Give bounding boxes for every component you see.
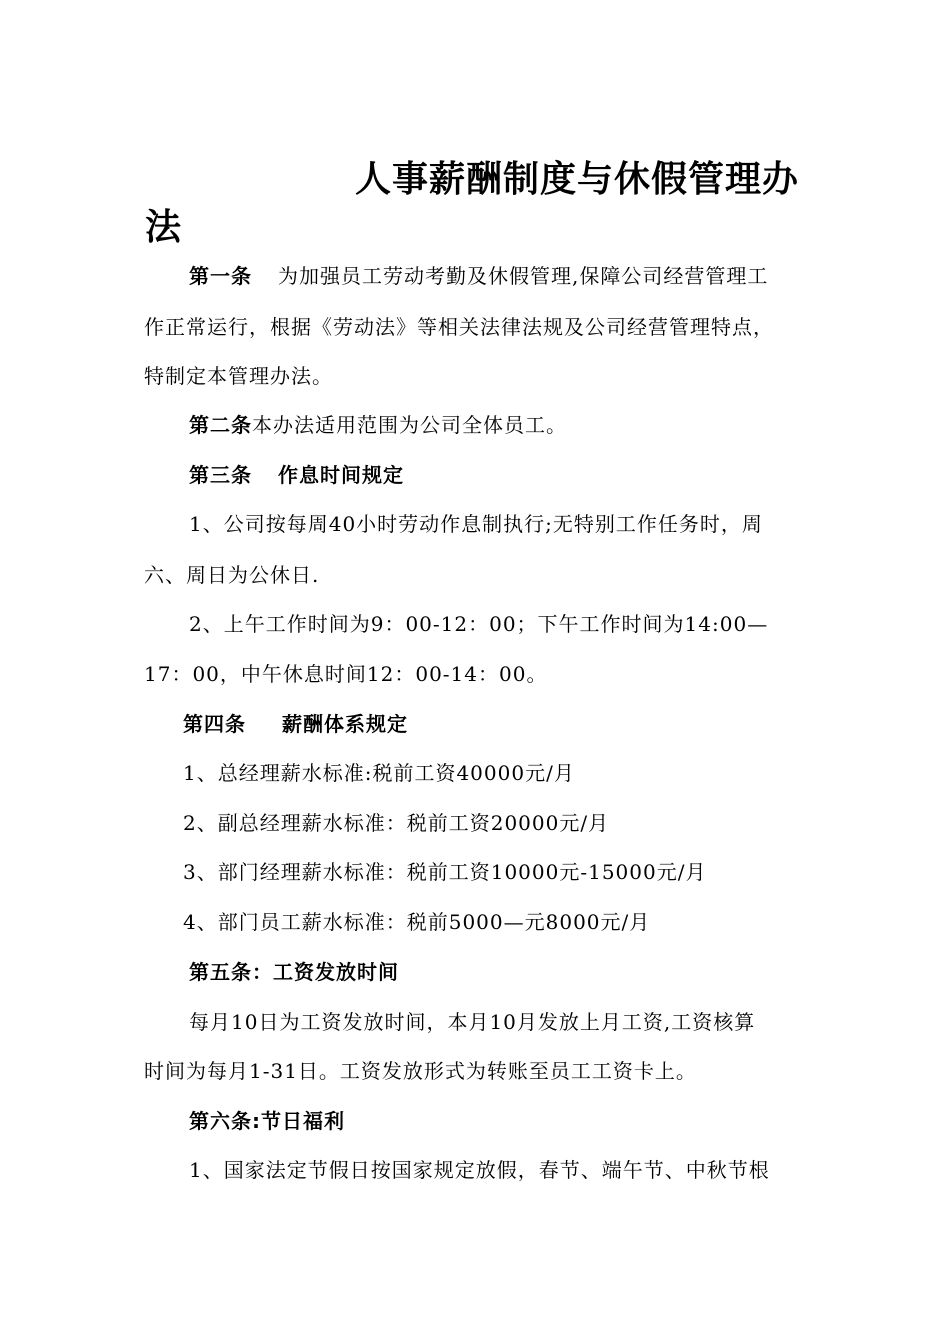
article-1-text-line-3: 特制定本管理办法。 <box>144 364 333 388</box>
article-1-first-line <box>189 263 768 289</box>
article-5-text-line-2: 时间为每月1-31日。工资发放形式为转账至员工工资卡上。 <box>144 1059 697 1083</box>
article-3-item-1-line-2: 六、周日为公休日. <box>144 563 320 587</box>
article-6-heading: 第六条:节日福利 <box>189 1109 345 1133</box>
article-4-label: 第四条 <box>183 712 246 736</box>
article-4-item-3: 3、部门经理薪水标准：税前工资10000元-15000元/月 <box>183 860 707 884</box>
article-4-item-2: 2、副总经理薪水标准：税前工资20000元/月 <box>183 811 610 835</box>
article-1-text-line-2: 作正常运行，根据《劳动法》等相关法律法规及公司经营管理特点， <box>144 315 774 339</box>
article-3-item-2-line-2: 17：00，中午休息时间12：00-14：00。 <box>144 662 548 686</box>
article-3-heading-line <box>189 462 404 488</box>
article-4-item-4: 4、部门员工薪水标准：税前5000—元8000元/月 <box>183 910 651 934</box>
article-1-text-line-1: 为加强员工劳动考勤及休假管理,保障公司经营管理工 <box>278 264 769 288</box>
article-4-heading: 薪酬体系规定 <box>282 712 408 736</box>
article-6-item-1-line-1: 1、国家法定节假日按国家规定放假，春节、端午节、中秋节根 <box>189 1158 770 1182</box>
article-3-heading: 作息时间规定 <box>278 463 404 487</box>
article-3-item-1-line-1: 1、公司按每周40小时劳动作息制执行;无特别工作任务时，周 <box>189 512 763 536</box>
document-title-line-2: 法 <box>145 207 182 248</box>
article-1-label: 第一条 <box>189 264 252 288</box>
article-3-label: 第三条 <box>189 463 252 487</box>
article-5-heading: 第五条：工资发放时间 <box>189 960 399 984</box>
article-2-line <box>189 412 567 438</box>
article-5-text-line-1: 每月10日为工资发放时间，本月10月发放上月工资,工资核算 <box>189 1010 756 1034</box>
article-2-text: 本办法适用范围为公司全体员工。 <box>252 413 567 437</box>
article-4-heading-line <box>183 711 408 737</box>
article-3-item-2-line-1: 2、上午工作时间为9：00-12：00；下午工作时间为14:00— <box>189 612 769 636</box>
document-title-line-1: 人事薪酬制度与休假管理办 <box>355 159 800 200</box>
article-2-label: 第二条 <box>189 413 252 437</box>
article-4-item-1: 1、总经理薪水标准:税前工资40000元/月 <box>183 761 575 785</box>
